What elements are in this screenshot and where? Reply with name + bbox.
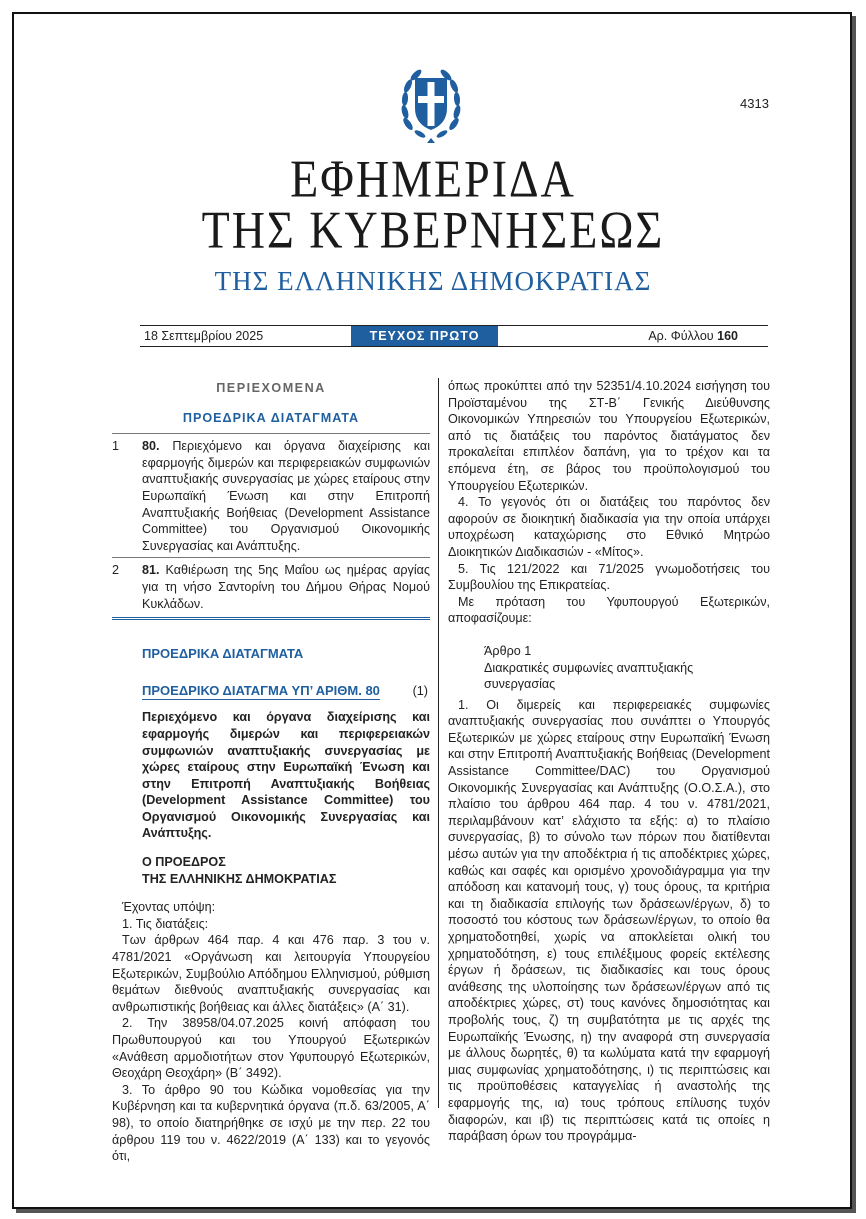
decree-subject: Περιεχόμενο και όργανα διαχείρισης και εφαρμογής διμερών και περιφερειακών συμφωνιών αναπτυξιακής συνεργασίας με χώρες εταίρους στην Ευρωπαϊκή Ένωση και στην Επιτροπή Αναπτυξιακής Βοήθειας (Development Assistance Committee) του Οργανισμού Οικονομικής Συνεργασίας και Ανάπτυξης. <box>142 710 430 841</box>
paragraph: Με πρόταση του Υφυπουργού Εξωτερικών, αποφασίζουμε: <box>448 594 770 626</box>
president-heading <box>142 854 430 887</box>
decree-heading <box>142 683 430 700</box>
article-heading <box>484 643 770 693</box>
paragraph: 5. Τις 121/2022 και 71/2025 γνωμοδοτήσεις του Συμβουλίου της Επικρατείας. <box>448 561 770 593</box>
paragraph: 4. Το γεγονός ότι οι διατάξεις του παρόντος δεν αφορούν σε διοικητική διαδικασία για την οποία υπάρχει υποχρέωση καταχώρισης στο Εθνικό Μητρώο Διοικητικών Διαδικασιών - «Μίτος». <box>448 495 770 559</box>
paragraph: όπως προκύπτει από την 52351/4.10.2024 εισήγηση του Προϊσταμένου της ΣΤ-Β΄ Γενικής Διεύθυνσης Οικονομικών Υπηρεσιών του Υπουργείου Εξωτερικών, από τις διατάξεις του παρόντος διατάγματος δεν προκαλείται επιπλέον δαπάνη, για το τρέχον και τα επόμενα έτη, σε βάρος του προϋπολογισμού του Υπουργείου Εξωτερικών. <box>448 379 770 493</box>
issue-bar <box>140 325 768 347</box>
decree-ref: (1) <box>412 683 428 698</box>
toc-item[interactable] <box>112 557 430 615</box>
article-title-line2: συνεργασίας <box>484 677 556 692</box>
sheet-label: Αρ. Φύλλου <box>648 329 714 343</box>
left-column <box>112 378 430 1165</box>
issue-date: 18 Σεπτεμβρίου 2025 <box>144 329 264 343</box>
sheet-number <box>648 329 738 343</box>
gazette-title-line2: ΤΗΣ ΚΥΒΕΡΝΗΣΕΩΣ <box>201 200 665 259</box>
toc-item[interactable] <box>112 433 430 557</box>
toc-section: ΠΡΟΕΔΡΙΚΑ ΔΙΑΤΑΓΜΑΤΑ <box>182 410 360 425</box>
article-text: 1. Οι διμερείς και περιφερειακές συμφωνίες αναπτυξιακής συνεργασίας που συνάπτει ο Υπουργός Εξωτερικών με χώρες εταίρους στην Ευρωπαϊκή Ένωση και στην Επιτροπή Αναπτυξιακής Βοήθειας (Development Assistance Committee/DAC) του Οργανισμού Οικονομικής Συνεργασίας και Ανάπτυξης (Ο.Ο.Σ.Α.), στο πλαίσιο του άρθρου 464 παρ. 4 του ν. 4781/2021, περιλαμβάνουν κατ’ ελάχιστο τα εξής: α) το πλαίσιο συνεργασίας, β) το σύνολο των πόρων που διατίθενται μέσω αυτών για την αποδέκτρια ή τις αποδέκτριες χώρες, καθώς και σαφές και ορισμένο χρονοδιάγραμμα για την απόδοση και κατανομή τους, γ) τους όρους, τα κριτήρια και τη διαδικασία επιλογής των δράσεων/έργων, δ) το ποσοστό του κόστους των δράσεων/έργων, το οποίο θα χρηματοδοτηθεί, χωρίς να αποκλείεται ολική του χρηματοδότηση, ε) τους επιλέξιμους φορείς εκτέλεσης έργων ή δράσεων, τις διαδικασίες και τους όρους ανάθεσης της υλοποίησης των δράσεων/έργων από τις αποδέκτριες χώρες, στ) τους κανόνες δημοσιότητας και προβολής τους, ζ) τη συμβατότητα με τις αρχές της Ευρωπαϊκής Ένωσης, η) την αναφορά στη συνεργασία με άλλους δωρητές, θ) τα κωλύματα κατά την εφαρμογή μιας συμφωνίας χρηματοδότησης, ι) τις περιπτώσεις και τις προϋποθέσεις καταγγελίας ή αναστολής της εφαρμογής της, ια) τους τρόπους επίλυσης τυχόν διαφορών, και ιβ) τις περιπτώσεις κατά τις οποίες η παράβαση όρων του προγράμμα- <box>448 697 770 1144</box>
issue-series: ΤΕΥΧΟΣ ΠΡΩΤΟ <box>351 326 498 346</box>
paragraph: Έχοντας υπόψη: <box>122 900 216 915</box>
toc-item-decree: 80. <box>142 439 160 454</box>
sheet-number-value: 160 <box>717 329 738 343</box>
president-line1: Ο ΠΡΟΕΔΡΟΣ <box>142 855 226 870</box>
coat-of-arms-icon <box>400 64 462 144</box>
president-line2: ΤΗΣ ΕΛΛΗΝΙΚΗΣ ΔΗΜΟΚΡΑΤΙΑΣ <box>142 871 337 886</box>
toc-item-number: 2 <box>112 563 120 578</box>
gazette-subtitle: ΤΗΣ ΕΛΛΗΝΙΚΗΣ ΔΗΜΟΚΡΑΤΙΑΣ <box>214 266 652 296</box>
toc-item-decree: 81. <box>142 563 160 578</box>
paragraph: 3. Το άρθρο 90 του Κώδικα νομοθεσίας για την Κυβέρνηση και τα κυβερνητικά όργανα (π.δ. 63/2005, Α΄ 98), το οποίο διατηρήθηκε σε ισχύ με την περ. 22 του άρθρου 119 του ν. 4622/2019 (Α΄ 133) και το γεγονός ότι, <box>112 1082 430 1164</box>
column-divider <box>438 378 439 1108</box>
decree-title: ΠΡΟΕΔΡΙΚΟ ΔΙΑΤΑΓΜΑ ΥΠ’ ΑΡΙΘΜ. 80 <box>142 682 380 698</box>
toc-item-text: Περιεχόμενο και όργανα διαχείρισης και εφαρμογής διμερών και περιφερειακών συμφωνιών αναπτυξιακής συνεργασίας με χώρες εταίρους στην Ευρωπαϊκή Ένωση και στην Επιτροπή Αναπτυξιακής Βοήθειας (Development Assistance Committee) του Οργανισμού Οικονομικής Συνεργασίας και Ανάπτυξης. <box>142 439 430 553</box>
gazette-title-line1: ΕΦΗΜΕΡΙΔΑ <box>290 149 576 208</box>
considerations <box>112 899 430 1165</box>
right-column <box>448 378 770 1145</box>
article-number: Άρθρο 1 <box>484 643 532 658</box>
toc-item-number: 1 <box>112 439 120 454</box>
section-heading: ΠΡΟΕΔΡΙΚΑ ΔΙΑΤΑΓΜΑΤΑ <box>142 646 304 662</box>
toc-heading: ΠΕΡΙΕΧΟΜΕΝΑ <box>216 381 326 395</box>
article-title-line1: Διακρατικές συμφωνίες αναπτυξιακής <box>484 660 694 675</box>
toc-item-text: Καθιέρωση της 5ης Μαΐου ως ημέρας αργίας για τη νήσο Σαντορίνη του Δήμου Θήρας Νομού Κυκλάδων. <box>142 563 430 611</box>
paragraph: 1. Τις διατάξεις: <box>122 916 209 931</box>
paragraph: 2. Την 38958/04.07.2025 κοινή απόφαση του Πρωθυπουργού και του Υπουργού Εξωτερικών «Ανάθεση αρμοδιοτήτων στον Υφυπουργό Εξωτερικών, Θεοχάρη Θεοχάρη» (Β΄ 3492). <box>112 1016 430 1081</box>
page-number: 4313 <box>740 96 769 111</box>
toc-end-rule <box>112 617 430 620</box>
paragraph: Των άρθρων 464 παρ. 4 και 476 παρ. 3 του ν. 4781/2021 «Οργάνωση και λειτουργία Υπουργείου Εξωτερικών, Συμβούλιο Απόδημου Ελληνισμού, ρύθμιση θεμάτων διεθνούς αναπτυξιακής συνεργασίας και ανθρωπιστικής βοήθειας και άλλες διατάξεις» (Α΄ 31). <box>112 933 430 1014</box>
